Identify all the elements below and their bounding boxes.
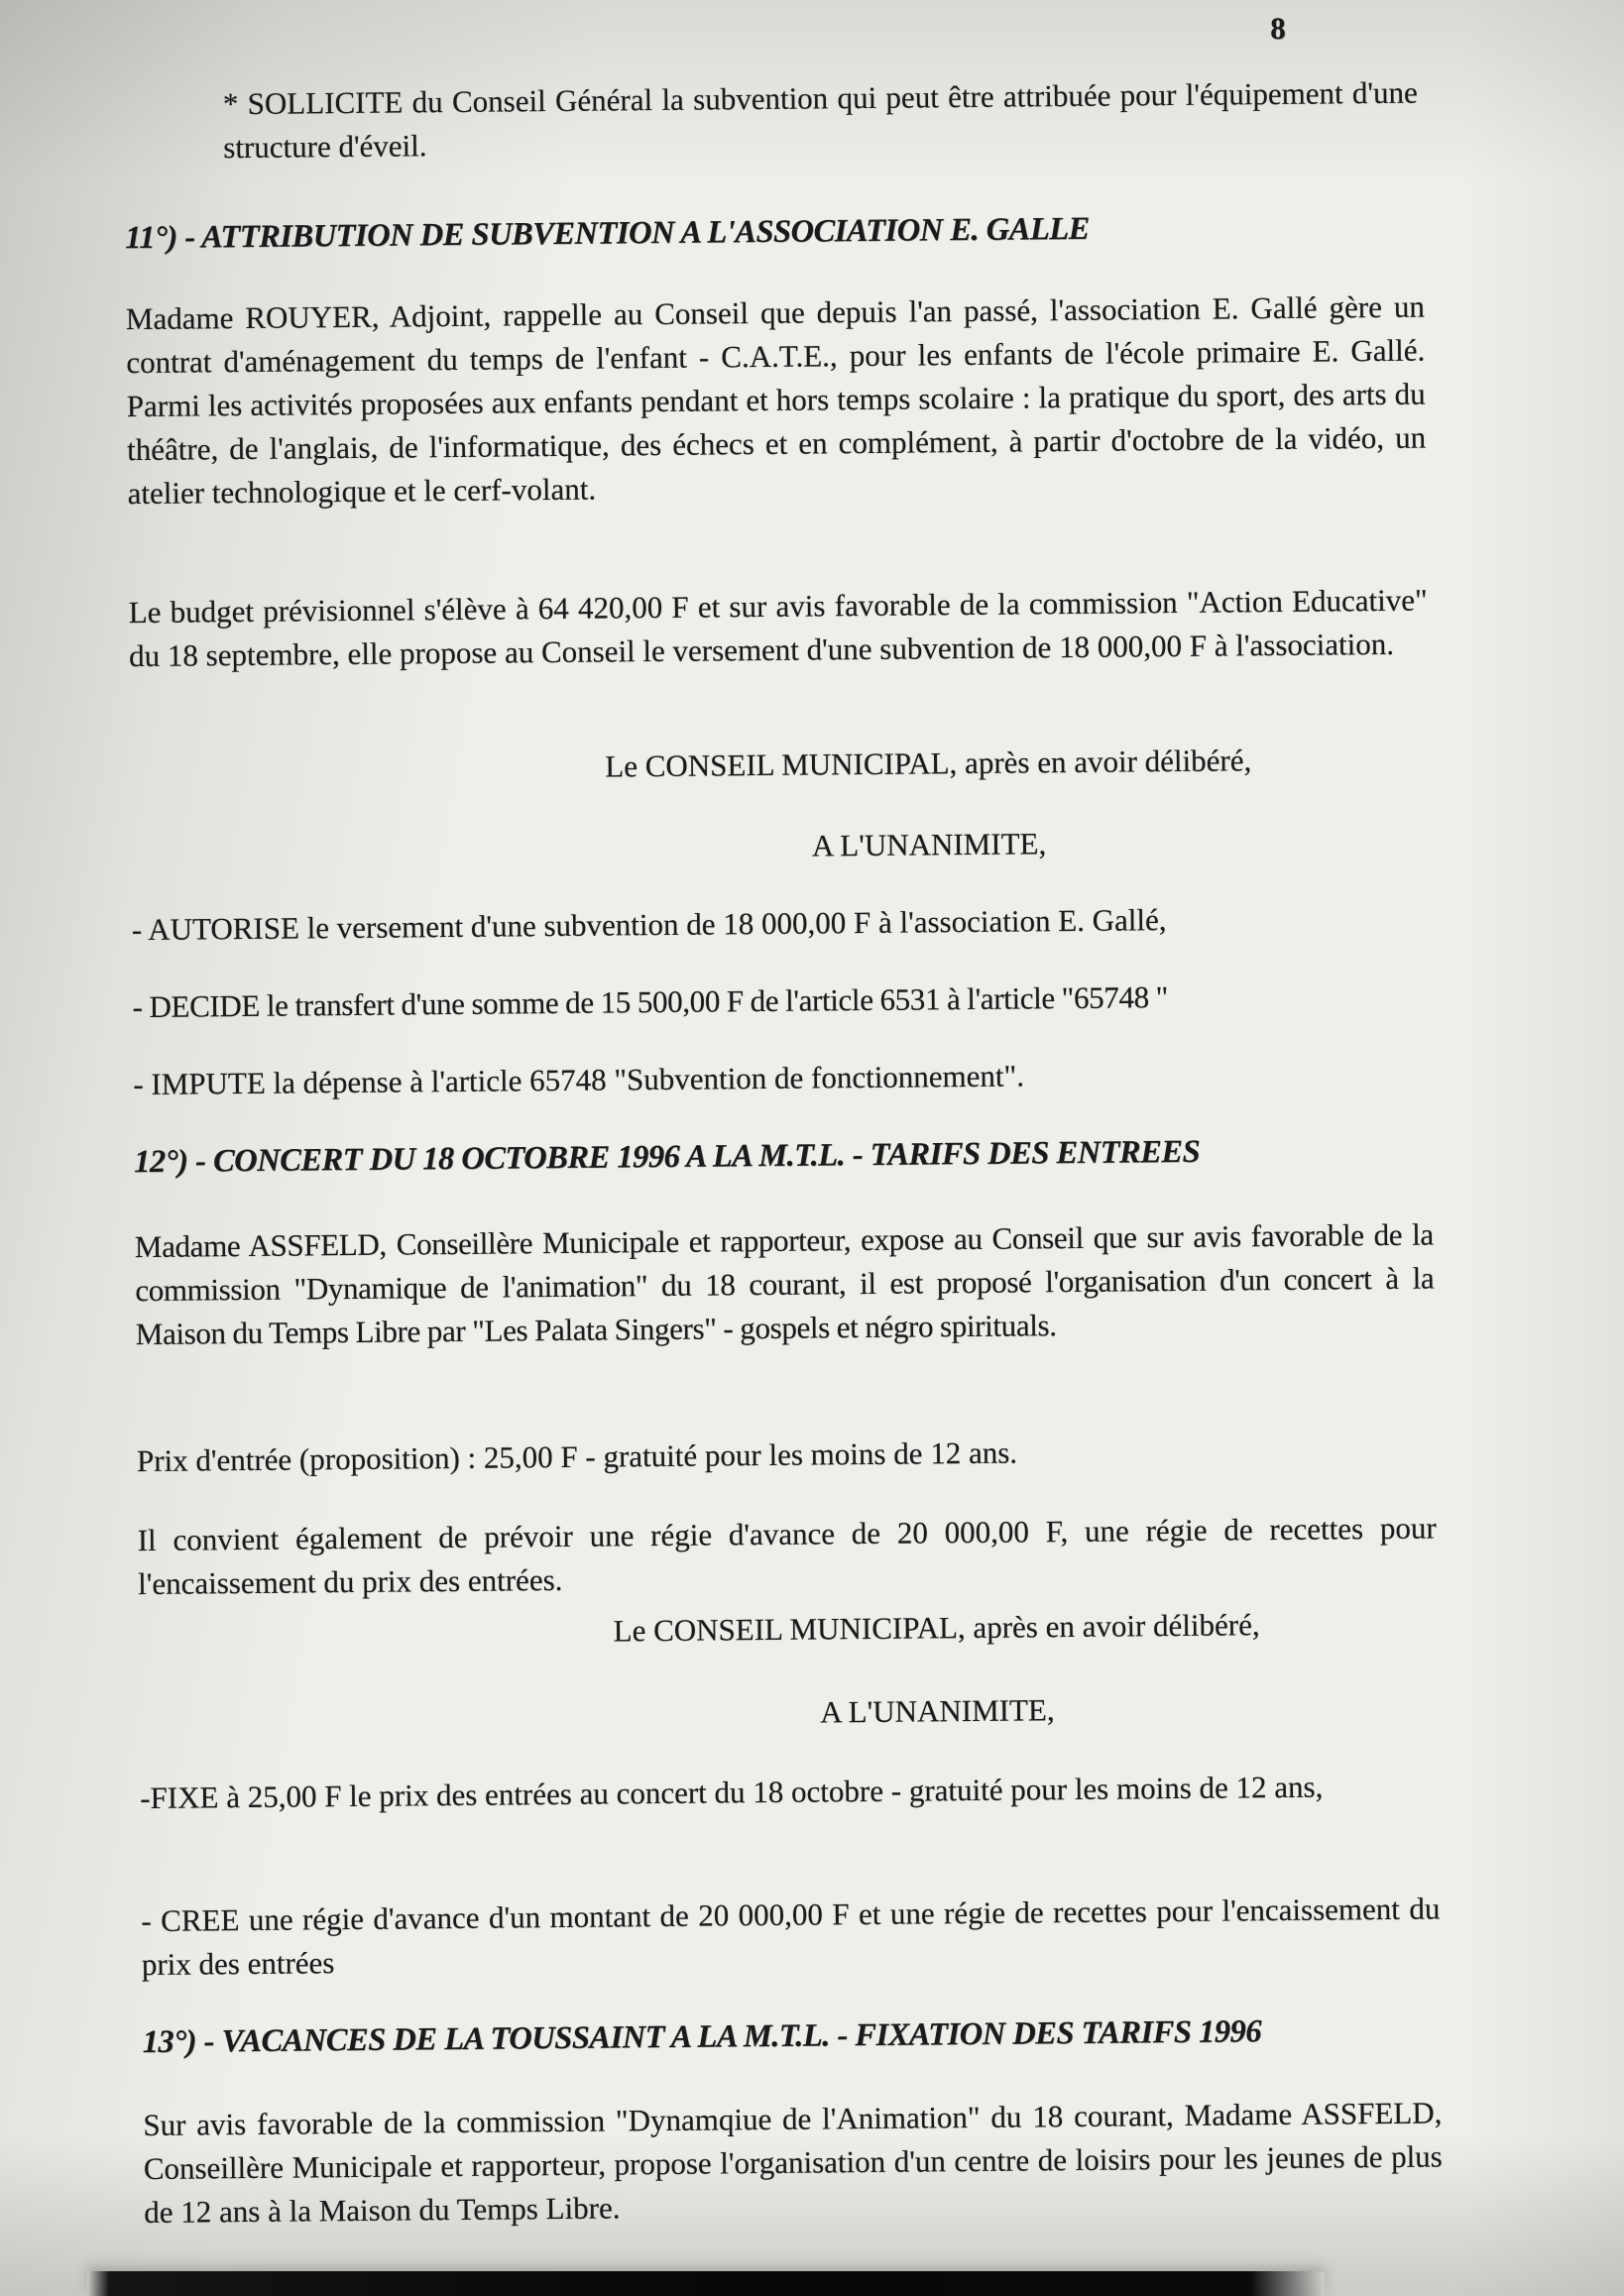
paragraph-toussaint-centre-loisirs: Sur avis favorable de la commission "Dynamqiue de l'Animation" du 18 courant, Madame ASSFELD, Conseillère Municipale et rapporteur, propose l'organisation d'un centre de loisirs pour les jeunes de plus de 12 ans à la Maison du Temps Libre.: [143, 2095, 1443, 2231]
resolution-decide: - DECIDE le transfert d'une somme de 15 500,00 F de l'article 6531 à l'article "65748 ": [132, 979, 1169, 1025]
scan-edge-artifact: [87, 2271, 1325, 2296]
unanimity-line-1: A L'UNANIMITE,: [811, 826, 1047, 863]
paragraph-regie-avance: Il convient également de prévoir une régie d'avance de 20 000,00 F, une régie de recettes pour l'encaissement du prix des entrées.: [137, 1510, 1437, 1602]
resolution-sollicite: * SOLLICITE du Conseil Général la subvention qui peut être attribuée pour l'équipement d'une structure d'éveil.: [222, 74, 1418, 166]
paragraph-prix-entree: Prix d'entrée (proposition) : 25,00 F - gratuité pour les moins de 12 ans.: [136, 1435, 1018, 1479]
resolution-cree: - CREE une régie d'avance d'un montant de 20 000,00 F et une régie de recettes pour l'encaissement du prix des entrées: [141, 1891, 1441, 1983]
resolution-autorise: - AUTORISE le versement d'une subvention de 18 000,00 F à l'association E. Gallé,: [131, 902, 1167, 948]
paragraph-assfeld-concert: Madame ASSFELD, Conseillère Municipale et rapporteur, expose au Conseil que sur avis favorable de la commission "Dynamique de l'animation" du 18 courant, il est proposé l'organisation d'un concert à la Maison du Temps Libre par "Les Palata Singers" - gospels et négro spirituals.: [134, 1216, 1435, 1352]
page-number: 8: [1270, 10, 1286, 47]
resolution-impute: - IMPUTE la dépense à l'article 65748 "Subvention de fonctionnement".: [133, 1058, 1025, 1102]
unanimity-line-2: A L'UNANIMITE,: [820, 1692, 1055, 1730]
council-deliberation-line-2: Le CONSEIL MUNICIPAL, après en avoir délibéré,: [613, 1607, 1260, 1649]
council-deliberation-line-1: Le CONSEIL MUNICIPAL, après en avoir délibéré,: [605, 743, 1252, 784]
paragraph-rouyer-cate: Madame ROUYER, Adjoint, rappelle au Conseil que depuis l'an passé, l'association E. Gallé gère un contrat d'aménagement du temps de l'enfant - C.A.T.E., pour les enfants de l'école primaire E. Gallé. Parmi les activités proposées aux enfants pendant et hors temps scolaire : la pratique du sport, des arts du théâtre, de l'anglais, de l'informatique, des échecs et en complément, à partir d'octobre de la vidéo, un atelier technologique et le cerf-volant.: [125, 288, 1427, 512]
section-12-heading: 12°) - CONCERT DU 18 OCTOBRE 1996 A LA M.T.L. - TARIFS DES ENTREES: [133, 1133, 1201, 1181]
resolution-fixe: -FIXE à 25,00 F le prix des entrées au concert du 18 octobre - gratuité pour les moins de 12 ans,: [140, 1769, 1324, 1816]
section-11-heading: 11°) - ATTRIBUTION DE SUBVENTION A L'ASSOCIATION E. GALLE: [124, 210, 1090, 257]
section-13-heading: 13°) - VACANCES DE LA TOUSSAINT A LA M.T.L. - FIXATION DES TARIFS 1996: [142, 2013, 1262, 2061]
paragraph-budget-previsionnel: Le budget prévisionnel s'élève à 64 420,00 F et sur avis favorable de la commission "Action Educative" du 18 septembre, elle propose au Conseil le versement d'une subvention de 18 000,00 F à l'association.: [128, 582, 1428, 674]
